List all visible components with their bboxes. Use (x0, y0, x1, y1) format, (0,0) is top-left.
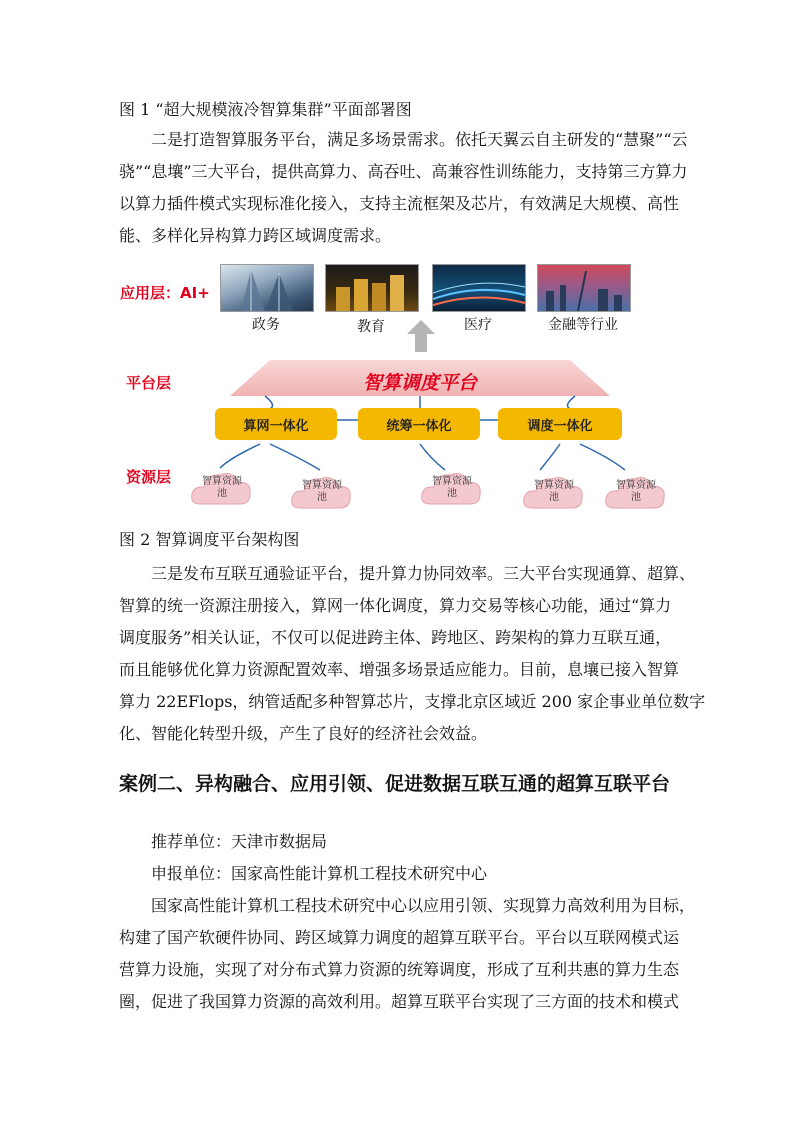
resource-cloud-4-label: 智算资源池 (534, 480, 574, 503)
paragraph1-line3: 以算力插件模式实现标准化接入，支持主流框架及芯片，有效满足大规模、高性 (119, 194, 680, 213)
resource-cloud-3-label: 智算资源池 (432, 476, 472, 499)
recommend-unit: 推荐单位：天津市数据局 (151, 832, 328, 851)
figure2-caption: 图 2 智算调度平台架构图 (119, 530, 300, 549)
platform-box-network: 算网一体化 (215, 408, 337, 440)
report-unit: 申报单位：国家高性能计算机工程技术研究中心 (151, 864, 488, 883)
platform-layer-label: 平台层 (126, 374, 172, 392)
resource-cloud-5-label: 智算资源池 (616, 480, 656, 503)
resource-cloud-1-label: 智算资源池 (202, 476, 242, 499)
platform-title: 智算调度平台 (362, 372, 477, 394)
paragraph1-line2: 骁”“息壤”三大平台，提供高算力、高吞吐、高兼容性训练能力，支持第三方算力 (119, 162, 688, 181)
platform-box-coordination: 统筹一体化 (358, 408, 480, 440)
section-title: 案例二、异构融合、应用引领、促进数据互联互通的超算互联平台 (119, 773, 671, 795)
paragraph2-line3: 调度服务”相关认证，不仅可以促进跨主体、跨地区、跨架构的算力互联互通， (119, 628, 672, 647)
paragraph2-line5: 算力 22EFlops，纳管适配多种智算芯片，支撑北京区域近 200 家企事业单位数字 (119, 692, 706, 711)
paragraph1-line1: 二是打造智算服务平台，满足多场景需求。依托天翼云自主研发的“慧聚”“云 (151, 130, 688, 149)
paragraph2-line6: 化、智能化转型升级，产生了良好的经济社会效益。 (119, 724, 488, 743)
paragraph3-line4: 圈，促进了我国算力资源的高效利用。超算互联平台实现了三方面的技术和模式 (119, 992, 680, 1011)
app-caption-education: 教育 (357, 319, 385, 335)
paragraph3-line1: 国家高性能计算机工程技术研究中心以应用引领、实现算力高效利用为目标， (151, 896, 696, 915)
resource-layer-label: 资源层 (126, 468, 172, 486)
app-layer-label: 应用层：AI+ (120, 284, 210, 302)
app-caption-government: 政务 (252, 317, 280, 333)
paragraph2-line1: 三是发布互联互通验证平台，提升算力协同效率。三大平台实现通算、超算、 (151, 564, 696, 583)
paragraph2-line4: 而且能够优化算力资源配置效率、增强多场景适应能力。目前，息壤已接入智算 (119, 660, 680, 679)
app-caption-medical: 医疗 (464, 317, 492, 333)
paragraph3-line2: 构建了国产软硬件协同、跨区域算力调度的超算互联平台。平台以互联网模式运 (119, 928, 680, 947)
platform-box-scheduling: 调度一体化 (498, 408, 622, 440)
app-caption-finance: 金融等行业 (548, 317, 618, 333)
paragraph2-line2: 智算的统一资源注册接入，算网一体化调度，算力交易等核心功能，通过“算力 (119, 596, 672, 615)
architecture-diagram (110, 258, 690, 520)
resource-cloud-2-label: 智算资源池 (302, 480, 342, 503)
figure1-caption: 图 1 “超大规模液冷智算集群”平面部署图 (119, 100, 412, 119)
paragraph1-line4: 能、多样化异构算力跨区域调度需求。 (119, 226, 392, 245)
paragraph3-line3: 营算力设施，实现了对分布式算力资源的统筹调度，形成了互利共惠的算力生态 (119, 960, 680, 979)
